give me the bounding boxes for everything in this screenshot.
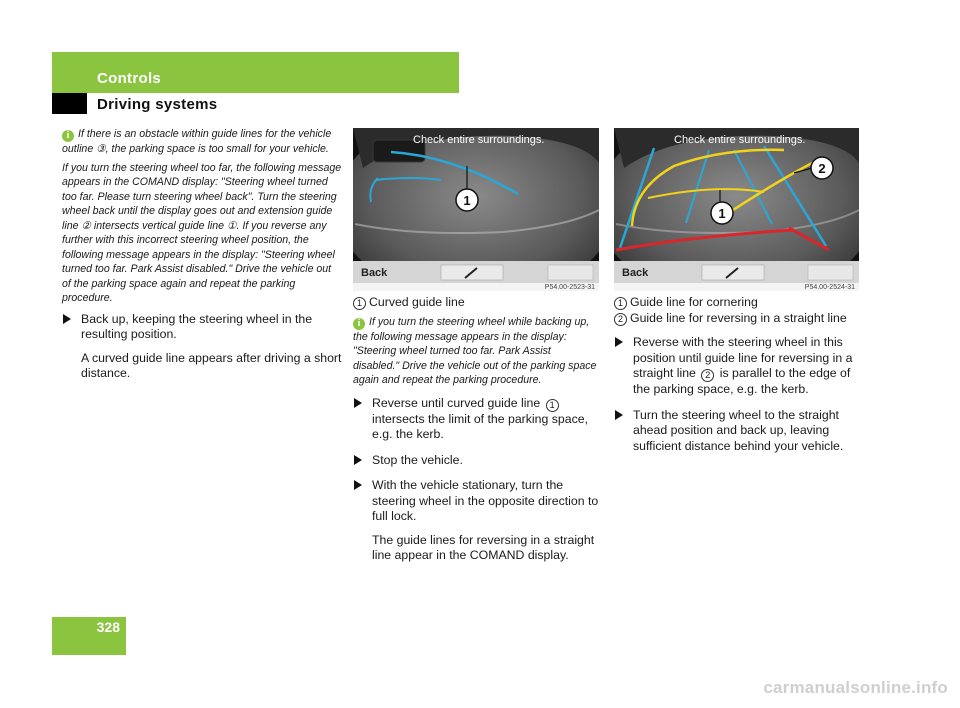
legend-number: 1	[614, 297, 627, 310]
legend-item	[353, 295, 599, 311]
instruction-step	[353, 478, 599, 525]
legend-item	[614, 311, 862, 327]
instruction-step	[353, 453, 599, 469]
column-middle	[353, 295, 599, 564]
guide-number: 1	[546, 399, 559, 412]
step-result: A curved guide line appears after driving a short distance.	[81, 350, 342, 381]
info-note	[353, 315, 599, 388]
watermark: carmanualsonline.info	[763, 678, 948, 697]
step-arrow-icon	[615, 337, 623, 347]
camera-image-reversing-guides	[614, 128, 859, 291]
instruction-step	[614, 335, 862, 398]
legend-text: Curved guide line	[369, 295, 465, 309]
step-arrow-icon	[354, 480, 362, 490]
step-arrow-icon	[63, 314, 71, 324]
info-icon: i	[353, 318, 365, 330]
step-arrow-icon	[354, 398, 362, 408]
callout-1: 1	[463, 193, 471, 208]
back-label: Back	[622, 267, 649, 279]
legend-text: Guide line for reversing in a straight line	[630, 310, 847, 325]
page-number-box	[52, 617, 126, 655]
callout-2: 2	[818, 161, 826, 176]
column-right	[614, 295, 862, 454]
instruction-step	[353, 396, 599, 443]
step-text: Reverse until curved guide line	[372, 395, 544, 410]
step-text: Reverse with the steering wheel in this position until guide line for reversing in a straight line	[633, 335, 853, 380]
back-label: Back	[361, 267, 388, 279]
guide-number: 2	[701, 369, 714, 382]
camera-image-curved-guide	[353, 128, 599, 291]
step-text: Back up, keeping the steering wheel in the resulting position.	[81, 311, 313, 342]
camera-banner: Check entire surroundings.	[413, 134, 545, 146]
header-tab	[52, 93, 87, 114]
legend-number: 2	[614, 313, 627, 326]
image-code: P54.00-2524-31	[804, 284, 855, 291]
legend-text: Guide line for cornering	[630, 295, 758, 309]
info-note-text: If there is an obstacle within guide lines for the vehicle outline ③, the parking space is too small for your vehicle.	[62, 128, 332, 156]
step-arrow-icon	[354, 455, 362, 465]
image-code: P54.00-2523-31	[544, 284, 595, 291]
section-title: Controls	[97, 70, 162, 87]
column-left	[62, 127, 342, 382]
step-arrow-icon	[615, 410, 623, 420]
instruction-step	[62, 312, 342, 343]
step-text: With the vehicle stationary, turn the steering wheel in the opposite direction to full lock.	[372, 478, 599, 524]
camera-banner: Check entire surroundings.	[674, 134, 806, 146]
callout-1: 1	[718, 206, 726, 221]
step-result: The guide lines for reversing in a straight line appear in the COMAND display.	[372, 532, 595, 563]
legend-number: 1	[353, 297, 366, 310]
instruction-step	[614, 408, 862, 455]
info-note-continued: If you turn the steering wheel too far, the following message appears in the COMAND display: "Steering wheel turned too far. Please turn steering wheel back". Turn the steering wheel back until the display goes out and extension guide line ② intersects vertical guide line ①. If you reverse any further with this incorrect steering wheel position, the following message appears in the display: "Steering wheel turned too far. Park Assist disabled." Drive the vehicle out of the parking space again and repeat the parking procedure.	[62, 161, 342, 305]
page-number: 328	[96, 619, 120, 635]
subsection-title: Driving systems	[97, 96, 218, 113]
info-note	[62, 127, 342, 157]
info-icon: i	[62, 130, 74, 142]
legend-item	[614, 295, 862, 311]
step-text: Turn the steering wheel to the straight ahead position and back up, leaving sufficient distance behind your vehicle.	[633, 407, 844, 453]
step-text: Stop the vehicle.	[372, 452, 463, 467]
step-text-continued: is parallel to the edge of the parking space, e.g. the kerb.	[633, 366, 851, 396]
info-note-text: If you turn the steering wheel while backing up, the following message appears in the display: "Steering wheel turned too far. Park Assist disabled." Drive the vehicle out of the parking space again and repeat the parking procedure.	[353, 315, 597, 387]
step-text-continued: intersects the limit of the parking space, e.g. the kerb.	[372, 411, 588, 442]
